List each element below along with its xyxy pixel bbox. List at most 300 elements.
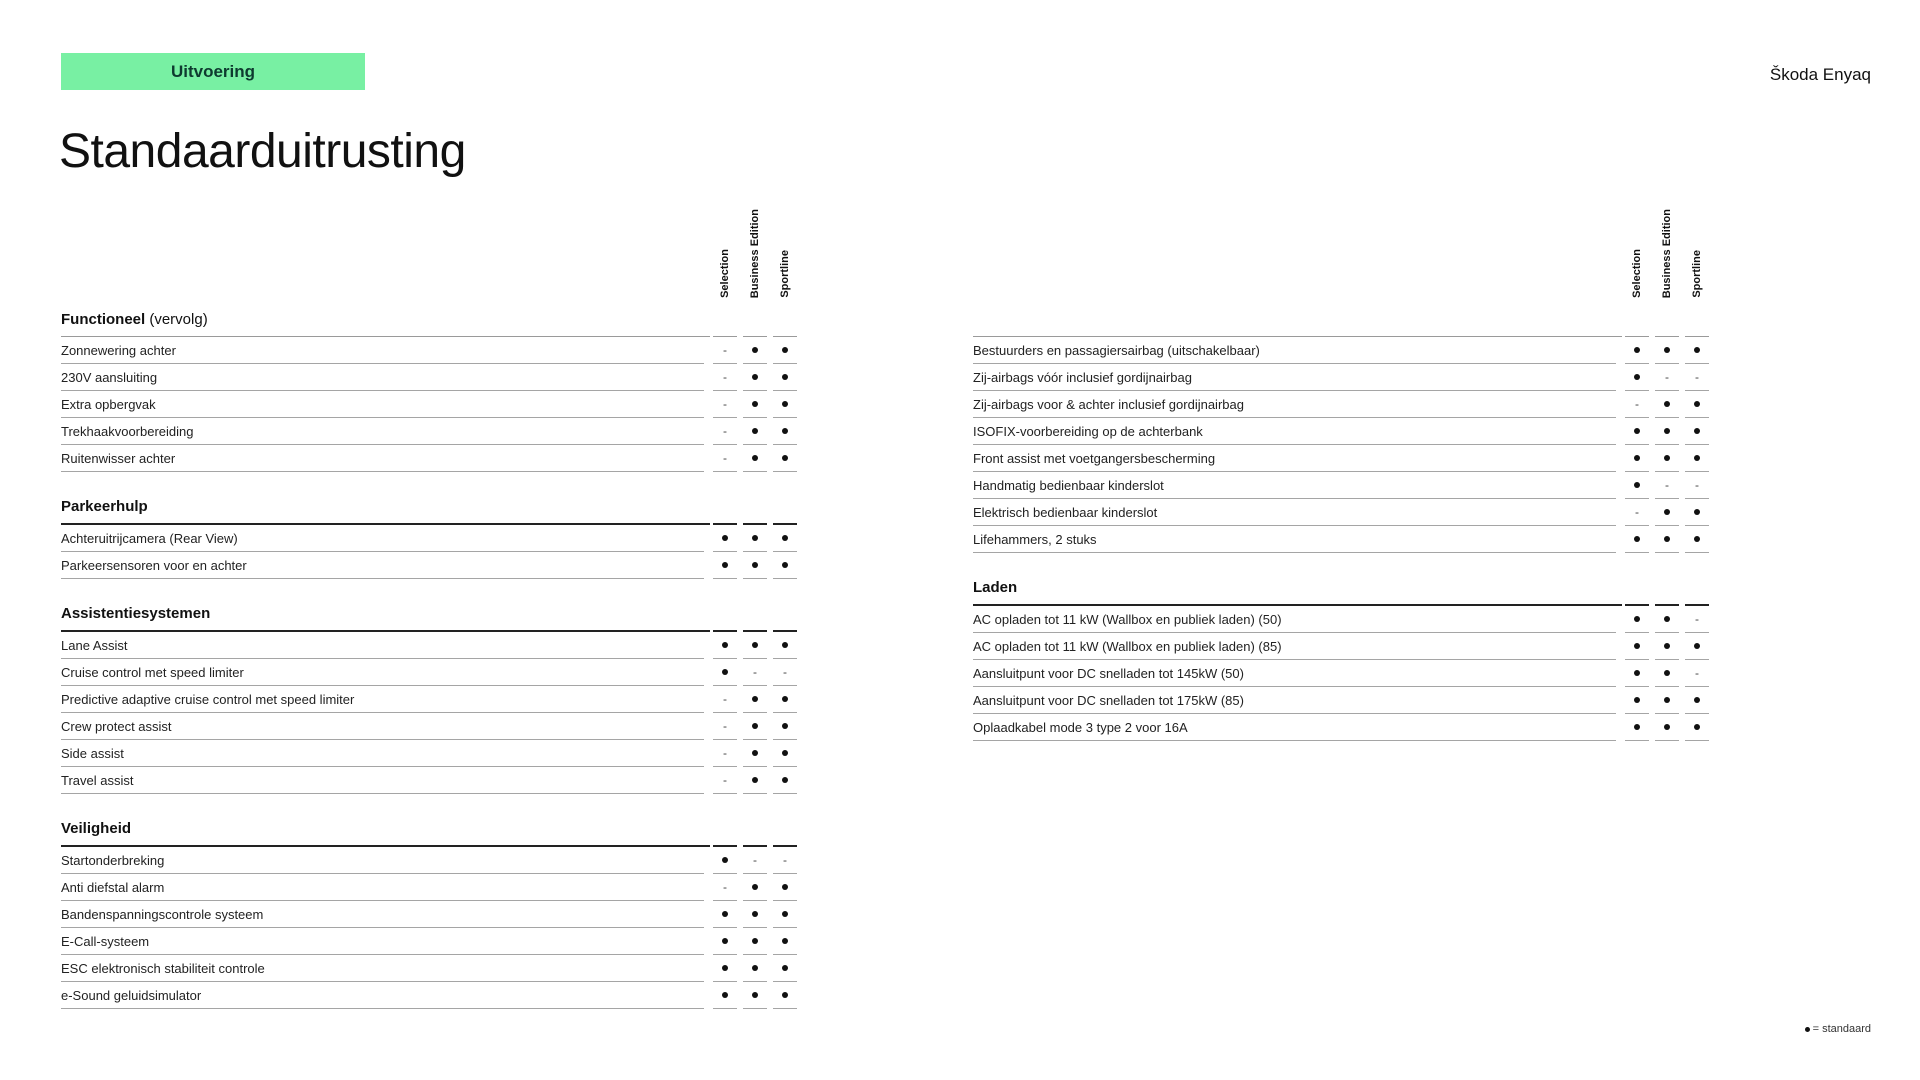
standard-dot-icon <box>752 428 758 434</box>
table-row <box>61 632 804 659</box>
standard-dot-icon <box>752 911 758 917</box>
standard-dot-icon <box>722 857 728 863</box>
section-header-rule <box>713 825 737 847</box>
section-title-text: Assistentiesystemen <box>61 605 211 622</box>
standard-dot-icon <box>782 750 788 756</box>
standard-dot-icon <box>752 723 758 729</box>
section-header-rule <box>1655 316 1679 337</box>
table-row <box>973 418 1716 445</box>
availability-cell <box>773 901 797 928</box>
column-header-sportline: Sportline <box>779 250 791 298</box>
section-header-rule <box>743 610 767 632</box>
availability-cell <box>1625 660 1649 687</box>
standard-dot-icon <box>752 562 758 568</box>
standard-dot-icon <box>782 562 788 568</box>
availability-cell <box>1685 660 1709 687</box>
equipment-table-left <box>61 200 804 1035</box>
standard-dot-icon <box>1694 455 1700 461</box>
table-row <box>61 713 804 740</box>
section <box>61 498 804 579</box>
feature-label: Zij-airbags voor & achter inclusief gordijnairbag <box>973 391 1616 418</box>
feature-label: Trekhaakvoorbereiding <box>61 418 704 445</box>
standard-dot-icon <box>1634 428 1640 434</box>
not-available-dash: - <box>753 665 757 679</box>
table-row <box>61 659 804 686</box>
standard-dot-icon <box>782 642 788 648</box>
availability-cell <box>1685 391 1709 418</box>
table-row <box>973 606 1716 633</box>
right-sections <box>973 310 1716 741</box>
section-title <box>61 820 710 847</box>
not-available-dash: - <box>723 692 727 706</box>
availability-cell <box>773 982 797 1009</box>
feature-label: ISOFIX-voorbereiding op de achterbank <box>973 418 1616 445</box>
standard-dot-icon <box>1664 347 1670 353</box>
table-row <box>973 660 1716 687</box>
availability-cell <box>1655 606 1679 633</box>
availability-cell <box>743 686 767 713</box>
not-available-dash: - <box>1635 397 1639 411</box>
standard-dot-icon <box>1634 347 1640 353</box>
availability-cell <box>713 525 737 552</box>
availability-cell <box>773 686 797 713</box>
availability-cell <box>1685 499 1709 526</box>
not-available-dash: - <box>723 343 727 357</box>
availability-cell <box>1655 418 1679 445</box>
not-available-dash: - <box>723 451 727 465</box>
feature-label: Bandenspanningscontrole systeem <box>61 901 704 928</box>
availability-cell <box>743 337 767 364</box>
availability-cell <box>773 418 797 445</box>
standard-dot-icon <box>722 992 728 998</box>
section <box>61 310 804 472</box>
column-header-selection: Selection <box>719 249 731 298</box>
availability-cell <box>1655 472 1679 499</box>
availability-cell <box>743 901 767 928</box>
standard-dot-icon <box>1634 455 1640 461</box>
standard-dot-icon <box>1694 724 1700 730</box>
column-header-business-edition: Business Edition <box>749 208 761 298</box>
table-row <box>973 526 1716 553</box>
table-row <box>973 364 1716 391</box>
standard-dot-icon <box>752 938 758 944</box>
section-header-rule <box>773 316 797 337</box>
availability-cell <box>743 364 767 391</box>
standard-dot-icon <box>1634 724 1640 730</box>
availability-cell <box>743 525 767 552</box>
column-header-sportline: Sportline <box>1691 250 1703 298</box>
table-row <box>61 847 804 874</box>
availability-cell <box>713 955 737 982</box>
section-header <box>973 579 1716 606</box>
table-row <box>61 418 804 445</box>
availability-cell <box>743 928 767 955</box>
not-available-dash: - <box>1695 666 1699 680</box>
availability-cell <box>773 659 797 686</box>
feature-label: Cruise control met speed limiter <box>61 659 704 686</box>
table-row <box>61 445 804 472</box>
standard-dot-icon <box>752 401 758 407</box>
equipment-table-right <box>973 200 1716 767</box>
section-header-rule <box>773 825 797 847</box>
availability-cell <box>1655 337 1679 364</box>
standard-dot-icon <box>1664 643 1670 649</box>
standard-dot-icon <box>1694 347 1700 353</box>
not-available-dash: - <box>723 773 727 787</box>
not-available-dash: - <box>723 880 727 894</box>
section-header-rule <box>1685 316 1709 337</box>
standard-dot-icon <box>752 347 758 353</box>
standard-dot-icon <box>1664 670 1670 676</box>
availability-cell <box>1685 445 1709 472</box>
feature-label: Lane Assist <box>61 632 704 659</box>
not-available-dash: - <box>1695 612 1699 626</box>
section-header <box>61 820 804 847</box>
availability-cell <box>713 928 737 955</box>
section-title-text: Parkeerhulp <box>61 498 148 515</box>
availability-cell <box>1655 364 1679 391</box>
feature-label: Parkeersensoren voor en achter <box>61 552 704 579</box>
column-headers <box>61 200 804 300</box>
column-header-business-edition: Business Edition <box>1661 208 1673 298</box>
section-header-rule <box>743 316 767 337</box>
availability-cell <box>1625 364 1649 391</box>
availability-cell <box>1655 714 1679 741</box>
availability-cell <box>1625 445 1649 472</box>
feature-label: Zij-airbags vóór inclusief gordijnairbag <box>973 364 1616 391</box>
table-row <box>61 928 804 955</box>
table-row <box>61 337 804 364</box>
feature-label: Zonnewering achter <box>61 337 704 364</box>
standard-dot-icon <box>782 911 788 917</box>
standard-dot-icon <box>1634 643 1640 649</box>
standard-dot-icon <box>1634 697 1640 703</box>
availability-cell <box>1685 337 1709 364</box>
feature-label: AC opladen tot 11 kW (Wallbox en publiek laden) (85) <box>973 633 1616 660</box>
availability-cell <box>773 445 797 472</box>
feature-label: Travel assist <box>61 767 704 794</box>
availability-cell <box>713 391 737 418</box>
feature-label: Achteruitrijcamera (Rear View) <box>61 525 704 552</box>
standard-dot-icon <box>1664 616 1670 622</box>
section-header <box>61 498 804 525</box>
availability-cell <box>713 901 737 928</box>
section-title <box>61 311 710 337</box>
feature-label: Side assist <box>61 740 704 767</box>
feature-label: Elektrisch bedienbaar kinderslot <box>973 499 1616 526</box>
availability-cell <box>1655 445 1679 472</box>
feature-label: e-Sound geluidsimulator <box>61 982 704 1009</box>
table-row <box>61 874 804 901</box>
availability-cell <box>743 982 767 1009</box>
standard-dot-icon <box>1805 1027 1810 1032</box>
section-badge: Uitvoering <box>61 53 365 90</box>
section <box>973 310 1716 553</box>
availability-cell <box>743 955 767 982</box>
availability-cell <box>773 928 797 955</box>
feature-label: Predictive adaptive cruise control met speed limiter <box>61 686 704 713</box>
availability-cell <box>773 337 797 364</box>
availability-cell <box>1655 633 1679 660</box>
table-row <box>61 525 804 552</box>
availability-cell <box>1625 499 1649 526</box>
section <box>61 605 804 794</box>
standard-dot-icon <box>752 965 758 971</box>
feature-label: Startonderbreking <box>61 847 704 874</box>
standard-dot-icon <box>1634 536 1640 542</box>
not-available-dash: - <box>753 853 757 867</box>
standard-dot-icon <box>782 938 788 944</box>
standard-dot-icon <box>782 347 788 353</box>
not-available-dash: - <box>783 853 787 867</box>
not-available-dash: - <box>723 746 727 760</box>
legend-text: = standaard <box>1812 1023 1871 1035</box>
availability-cell <box>743 445 767 472</box>
standard-dot-icon <box>752 642 758 648</box>
section <box>61 820 804 1009</box>
table-row <box>61 740 804 767</box>
table-row <box>61 982 804 1009</box>
availability-cell <box>1625 337 1649 364</box>
section-header-rule <box>1625 584 1649 606</box>
section-title <box>973 311 1622 337</box>
section-title <box>973 579 1622 606</box>
standard-dot-icon <box>1664 455 1670 461</box>
availability-cell <box>1625 687 1649 714</box>
feature-label: AC opladen tot 11 kW (Wallbox en publiek laden) (50) <box>973 606 1616 633</box>
standard-dot-icon <box>782 455 788 461</box>
availability-cell <box>743 632 767 659</box>
brand-label: Škoda Enyaq <box>1769 65 1871 84</box>
feature-label: Oplaadkabel mode 3 type 2 voor 16A <box>973 714 1616 741</box>
standard-dot-icon <box>1694 509 1700 515</box>
section-header <box>61 605 804 632</box>
legend <box>1805 1023 1871 1035</box>
availability-cell <box>713 552 737 579</box>
availability-cell <box>1625 606 1649 633</box>
availability-cell <box>1625 714 1649 741</box>
table-row <box>61 391 804 418</box>
availability-cell <box>743 659 767 686</box>
section-header-rule <box>743 503 767 525</box>
standard-dot-icon <box>782 992 788 998</box>
availability-cell <box>1655 391 1679 418</box>
table-row <box>973 633 1716 660</box>
standard-dot-icon <box>752 696 758 702</box>
section <box>973 579 1716 741</box>
availability-cell <box>743 713 767 740</box>
table-row <box>973 714 1716 741</box>
standard-dot-icon <box>782 723 788 729</box>
left-sections <box>61 310 804 1009</box>
section-header-rule <box>713 503 737 525</box>
table-row <box>973 472 1716 499</box>
section-header-rule <box>1625 316 1649 337</box>
not-available-dash: - <box>783 665 787 679</box>
section-header-rule <box>773 503 797 525</box>
availability-cell <box>1625 472 1649 499</box>
feature-label: Extra opbergvak <box>61 391 704 418</box>
availability-cell <box>743 552 767 579</box>
availability-cell <box>713 847 737 874</box>
table-row <box>973 499 1716 526</box>
standard-dot-icon <box>1694 401 1700 407</box>
standard-dot-icon <box>752 884 758 890</box>
standard-dot-icon <box>752 455 758 461</box>
availability-cell <box>773 874 797 901</box>
availability-cell <box>1685 606 1709 633</box>
standard-dot-icon <box>752 374 758 380</box>
section-title <box>61 605 710 632</box>
section-header-rule <box>1655 584 1679 606</box>
feature-label: 230V aansluiting <box>61 364 704 391</box>
availability-cell <box>773 364 797 391</box>
table-row <box>61 955 804 982</box>
availability-cell <box>713 982 737 1009</box>
standard-dot-icon <box>1664 536 1670 542</box>
standard-dot-icon <box>752 992 758 998</box>
not-available-dash: - <box>723 424 727 438</box>
standard-dot-icon <box>782 374 788 380</box>
availability-cell <box>713 418 737 445</box>
standard-dot-icon <box>1664 697 1670 703</box>
availability-cell <box>773 847 797 874</box>
not-available-dash: - <box>1665 370 1669 384</box>
feature-label: ESC elektronisch stabiliteit controle <box>61 955 704 982</box>
standard-dot-icon <box>752 777 758 783</box>
standard-dot-icon <box>752 535 758 541</box>
availability-cell <box>773 632 797 659</box>
standard-dot-icon <box>782 965 788 971</box>
availability-cell <box>713 364 737 391</box>
availability-cell <box>743 418 767 445</box>
availability-cell <box>1685 472 1709 499</box>
standard-dot-icon <box>1694 697 1700 703</box>
table-row <box>61 552 804 579</box>
feature-label: Front assist met voetgangersbescherming <box>973 445 1616 472</box>
not-available-dash: - <box>1695 370 1699 384</box>
availability-cell <box>713 445 737 472</box>
standard-dot-icon <box>1664 724 1670 730</box>
availability-cell <box>713 713 737 740</box>
section-header-rule <box>1685 584 1709 606</box>
page-title: Standaarduitrusting <box>59 125 466 178</box>
not-available-dash: - <box>1695 478 1699 492</box>
availability-cell <box>773 713 797 740</box>
not-available-dash: - <box>1665 478 1669 492</box>
feature-label: Ruitenwisser achter <box>61 445 704 472</box>
not-available-dash: - <box>723 719 727 733</box>
feature-label: Lifehammers, 2 stuks <box>973 526 1616 553</box>
standard-dot-icon <box>1664 401 1670 407</box>
standard-dot-icon <box>1664 509 1670 515</box>
standard-dot-icon <box>722 911 728 917</box>
availability-cell <box>713 686 737 713</box>
section-header-rule <box>773 610 797 632</box>
section-title-suffix: (vervolg) <box>149 311 208 328</box>
standard-dot-icon <box>722 669 728 675</box>
availability-cell <box>773 767 797 794</box>
availability-cell <box>713 767 737 794</box>
standard-dot-icon <box>1634 374 1640 380</box>
standard-dot-icon <box>782 884 788 890</box>
standard-dot-icon <box>1694 643 1700 649</box>
standard-dot-icon <box>722 938 728 944</box>
standard-dot-icon <box>752 750 758 756</box>
standard-dot-icon <box>1634 616 1640 622</box>
section-header-rule <box>713 316 737 337</box>
table-row <box>61 901 804 928</box>
feature-label: Anti diefstal alarm <box>61 874 704 901</box>
standard-dot-icon <box>1694 536 1700 542</box>
not-available-dash: - <box>1635 505 1639 519</box>
availability-cell <box>1655 687 1679 714</box>
availability-cell <box>743 874 767 901</box>
feature-label: Crew protect assist <box>61 713 704 740</box>
table-row <box>973 391 1716 418</box>
section-title-text: Veiligheid <box>61 820 132 837</box>
section-header-rule <box>743 825 767 847</box>
standard-dot-icon <box>722 965 728 971</box>
availability-cell <box>713 659 737 686</box>
availability-cell <box>1685 687 1709 714</box>
standard-dot-icon <box>722 535 728 541</box>
availability-cell <box>713 632 737 659</box>
column-header-selection: Selection <box>1631 249 1643 298</box>
availability-cell <box>1655 499 1679 526</box>
section-title <box>61 498 710 525</box>
availability-cell <box>743 740 767 767</box>
standard-dot-icon <box>722 642 728 648</box>
availability-cell <box>743 847 767 874</box>
not-available-dash: - <box>723 397 727 411</box>
feature-label: E-Call-systeem <box>61 928 704 955</box>
section-header <box>973 310 1716 337</box>
section-header <box>61 310 804 337</box>
availability-cell <box>1625 418 1649 445</box>
availability-cell <box>773 391 797 418</box>
table-row <box>973 337 1716 364</box>
section-title-text: Laden <box>973 579 1018 596</box>
availability-cell <box>1655 660 1679 687</box>
feature-label: Handmatig bedienbaar kinderslot <box>973 472 1616 499</box>
standard-dot-icon <box>1664 428 1670 434</box>
table-row <box>973 445 1716 472</box>
standard-dot-icon <box>1634 482 1640 488</box>
standard-dot-icon <box>782 777 788 783</box>
availability-cell <box>743 391 767 418</box>
standard-dot-icon <box>1634 670 1640 676</box>
table-row <box>973 687 1716 714</box>
availability-cell <box>773 552 797 579</box>
availability-cell <box>1685 714 1709 741</box>
availability-cell <box>1625 526 1649 553</box>
feature-label: Aansluitpunt voor DC snelladen tot 175kW (85) <box>973 687 1616 714</box>
availability-cell <box>1625 633 1649 660</box>
availability-cell <box>773 740 797 767</box>
availability-cell <box>773 525 797 552</box>
availability-cell <box>1655 526 1679 553</box>
availability-cell <box>1685 418 1709 445</box>
availability-cell <box>713 337 737 364</box>
availability-cell <box>1625 391 1649 418</box>
section-title-text: Functioneel <box>61 311 146 328</box>
table-row <box>61 767 804 794</box>
availability-cell <box>1685 364 1709 391</box>
standard-dot-icon <box>782 696 788 702</box>
feature-label: Bestuurders en passagiersairbag (uitschakelbaar) <box>973 337 1616 364</box>
availability-cell <box>1685 526 1709 553</box>
